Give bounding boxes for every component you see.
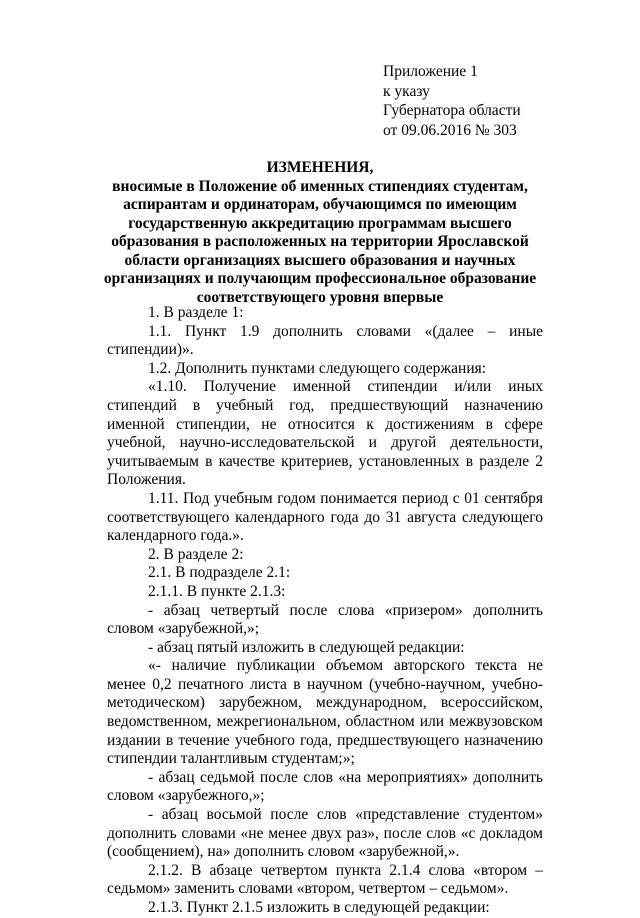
- appendix-date-number: от 09.06.2016 № 303: [383, 121, 517, 139]
- paragraph-2-1: 2.1. В подразделе 2.1:: [148, 564, 291, 582]
- appendix-number: Приложение 1: [383, 63, 478, 80]
- paragraph-1-10: «1.10. Получение именной стипендии и/или иных стипендий в учебный год, предшествующий назначению именной стипендии, не относится к достижениям в сфере учебной, научно-исследовательской и другой деятельности, учитываемым в качестве критериев, установленных в разделе 2 Положения.: [107, 378, 543, 489]
- paragraph-abzac-7: - абзац седьмой после слов «на мероприятиях» дополнить словом «зарубежного,»;: [107, 768, 543, 805]
- paragraph-publication-quote: «- наличие публикации объемом авторского текста не менее 0,2 печатного листа в научном (учебно-научном, учебно-методическом) зарубежном, международном, всероссийском, ведомственном, межрегиональном, областном или межвузовском издании в течение учебного года, предшествующего назначению стипендии талантливым студентам;»;: [107, 657, 543, 768]
- paragraph-1-2: 1.2. Дополнить пунктами следующего содержания:: [148, 359, 487, 377]
- document-body: [107, 304, 543, 918]
- paragraph-1-1: 1.1. Пункт 1.9 дополнить словами «(далее – иные стипендии)».: [107, 322, 543, 359]
- paragraph-2-1-3: 2.1.3. Пункт 2.1.5 изложить в следующей редакции:: [148, 899, 490, 916]
- paragraph-section-1: 1. В разделе 1:: [148, 304, 244, 321]
- paragraph-abzac-8: - абзац восьмой после слов «представление студентом» дополнить словами «не менее двух раз», после слов «с докладом (сообщением), на» дополнить словом «зарубежной,».: [107, 806, 543, 861]
- paragraph-2-1-2: 2.1.2. В абзаце четвертом пункта 2.1.4 слова «втором – седьмом» заменить словами «втором, четвертом – седьмом».: [107, 861, 543, 898]
- document-subtitle: вносимые в Положение об именных стипендиях студентам, аспирантам и ординаторам, обучающимся по имеющим государственную аккредитацию программам высшего образования в расположенных на территории Ярославской области организациях высшего образования и научных организациях и получающим профессиональное образование соответствующего уровня впервые: [103, 177, 537, 306]
- paragraph-section-2: 2. В разделе 2:: [148, 545, 244, 563]
- appendix-to-decree: к указу: [383, 82, 430, 100]
- paragraph-2-1-1: 2.1.1. В пункте 2.1.3:: [148, 582, 286, 600]
- paragraph-1-11: 1.11. Под учебным годом понимается период с 01 сентября соответствующего календарного года до 31 августа следующего календарного года.».: [107, 489, 543, 545]
- paragraph-abzac-4: - абзац четвертый после слова «призером» дополнить словом «зарубежной,»;: [107, 601, 543, 638]
- document-heading: [100, 159, 540, 307]
- appendix-governor: Губернатора области: [383, 102, 521, 119]
- document-title: ИЗМЕНЕНИЯ,: [266, 159, 374, 176]
- paragraph-abzac-5: - абзац пятый изложить в следующей редакции:: [148, 638, 465, 656]
- appendix-reference: [383, 62, 521, 140]
